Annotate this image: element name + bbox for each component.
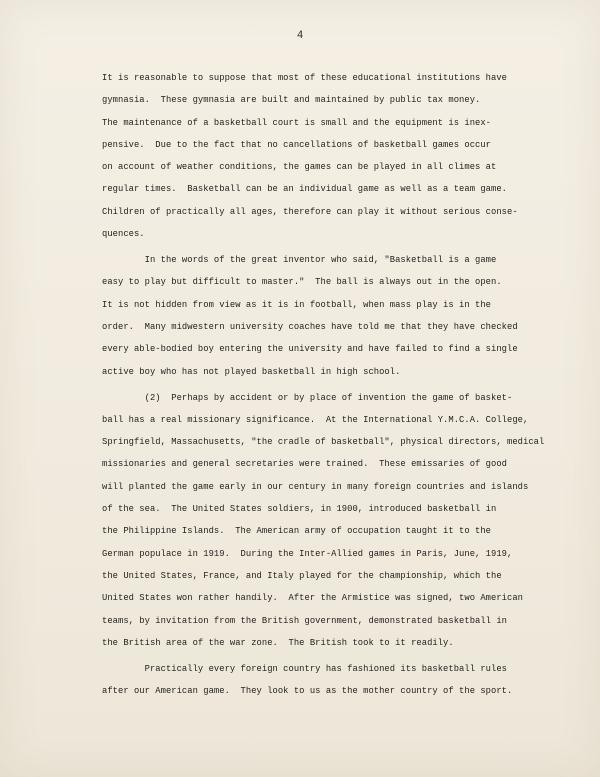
- text-line: active boy who has not played basketball in high school.: [102, 366, 401, 377]
- text-line: United States won rather handily. After the Armistice was signed, two American: [102, 593, 523, 604]
- text-line: ball has a real missionary significance. At the International Y.M.C.A. College,: [102, 414, 529, 425]
- text-line: missionaries and general secretaries were trained. These emissaries of good: [102, 459, 508, 470]
- text-line: the United States, France, and Italy played for the championship, which the: [102, 570, 502, 581]
- text-line: on account of weather conditions, the games can be played in all climes at: [102, 162, 497, 173]
- text-line: after our American game. They look to us as the mother country of the sport.: [102, 686, 513, 697]
- text-line: German populace in 1919. During the Inter-Allied games in Paris, June, 1919,: [102, 548, 513, 559]
- text-line: In the words of the great inventor who said, "Basketball is a game: [102, 255, 497, 266]
- text-line: Practically every foreign country has fashioned its basketball rules: [102, 663, 508, 674]
- body-text: [102, 67, 544, 702]
- text-line: every able-bodied boy entering the university and have failed to find a single: [102, 344, 518, 355]
- text-line: Children of practically all ages, therefore can play it without serious conse-: [102, 206, 518, 217]
- text-line: quences.: [102, 229, 145, 240]
- text-line: The maintenance of a basketball court is small and the equipment is inex-: [102, 117, 492, 128]
- text-line: gymnasia. These gymnasia are built and maintained by public tax money.: [102, 95, 481, 106]
- text-line: It is not hidden from view as it is in football, when mass play is in the: [102, 299, 492, 310]
- text-line: of the sea. The United States soldiers, in 1900, introduced basketball in: [102, 504, 497, 515]
- text-line: (2) Perhaps by accident or by place of invention the game of basket-: [102, 392, 513, 403]
- text-line: It is reasonable to suppose that most of these educational institutions have: [102, 73, 508, 83]
- text-line: teams, by invitation from the British government, demonstrated basketball in: [102, 615, 508, 626]
- text-line: pensive. Due to the fact that no cancellations of basketball games occur: [102, 139, 492, 150]
- page-number: 4: [296, 30, 304, 42]
- text-line: will planted the game early in our century in many foreign countries and islands: [102, 481, 529, 492]
- text-line: Springfield, Massachusetts, "the cradle of basketball", physical directors, medical: [102, 437, 545, 448]
- text-line: order. Many midwestern university coaches have told me that they have checked: [102, 321, 518, 332]
- text-line: easy to play but difficult to master." The ball is always out in the open.: [102, 277, 502, 288]
- text-line: the British area of the war zone. The British took to it readily.: [102, 637, 454, 648]
- text-line: regular times. Basketball can be an individual game as well as a team game.: [102, 184, 508, 195]
- text-line: the Philippine Islands. The American army of occupation taught it to the: [102, 526, 492, 537]
